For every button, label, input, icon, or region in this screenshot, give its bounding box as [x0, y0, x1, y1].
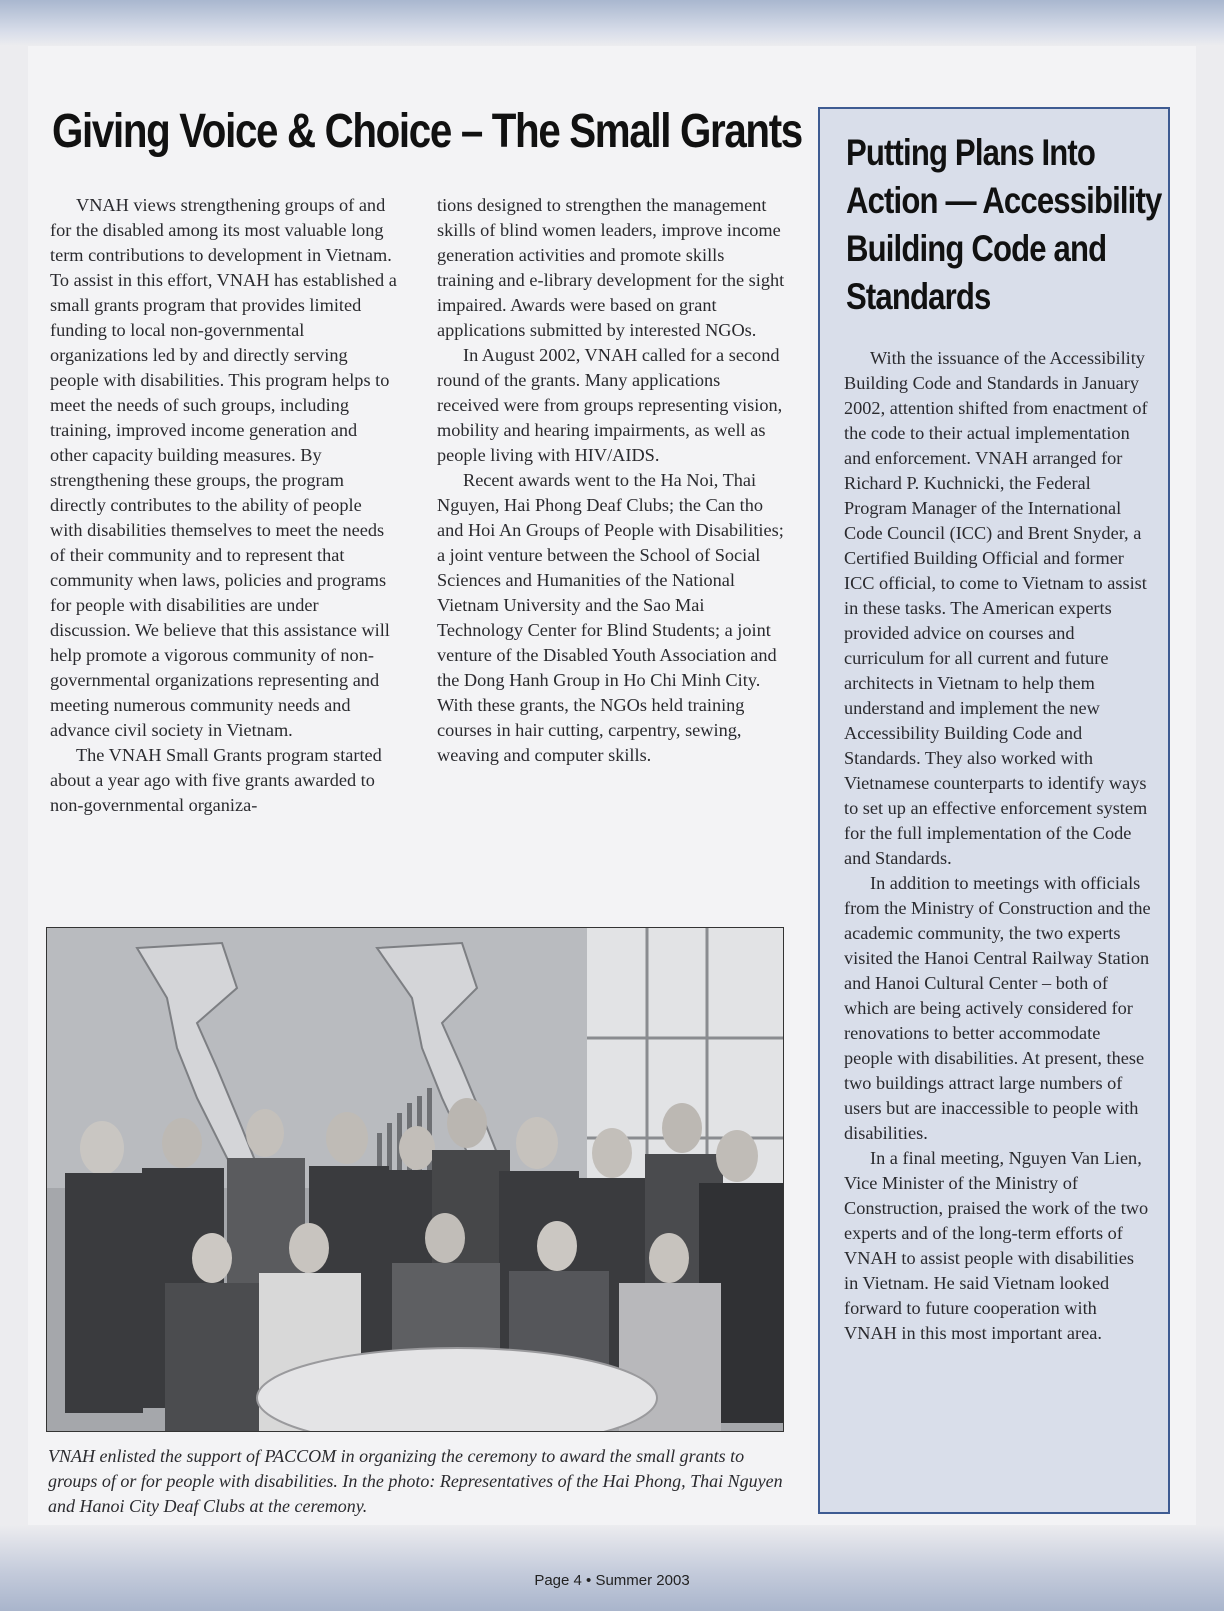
article-paragraph: The VNAH Small Grants program started about a year ago with five grants awarded to non-governmental organiza- [50, 745, 382, 815]
sidebar-paragraph: In a final meeting, Nguyen Van Lien, Vice Minister of the Ministry of Construction, praised the work of the two experts and of the long-term efforts of VNAH to assist people with disabilities in Vietnam. He said Vietnam looked forward to future cooperation with VNAH in this most important area. [844, 1148, 1149, 1343]
article-column-2 [437, 193, 785, 768]
sidebar-paragraph: In addition to meetings with officials from the Ministry of Construction and the academic community, the two experts visited the Hanoi Central Railway Station and Hanoi Cultural Center – both of which are being actively considered for renovations to better accommodate people with disabilities. At present, these two buildings attract large numbers of users but are inaccessible to people with disabilities. [844, 873, 1151, 1143]
article-paragraph: tions designed to strengthen the management skills of blind women leaders, improve income generation activities and promote skills training and e-library development for the sight impaired. Awards were based on grant applications submitted by interested NGOs. [437, 195, 785, 340]
group-photo [46, 927, 784, 1432]
sidebar-paragraph: With the issuance of the Accessibility Building Code and Standards in January 2002, attention shifted from enactment of the code to their actual implementation and enforcement. VNAH arranged for Richard P. Kuchnicki, the Federal Program Manager of the International Code Council (ICC) and Brent Snyder, a Certified Building Official and former ICC official, to come to Vietnam to assist in these tasks. The American experts provided advice on courses and curriculum for all current and future architects in Vietnam to help them understand and implement the new Accessibility Building Code and Standards. They also worked with Vietnamese counterparts to identify ways to set up an effective enforcement system for the full implementation of the Code and Standards. [844, 348, 1148, 868]
article-headline: Giving Voice & Choice – The Small Grants [52, 105, 802, 158]
bottom-band [0, 1525, 1224, 1611]
article-paragraph: In August 2002, VNAH called for a second round of the grants. Many applications received were from groups representing vision, mobility and hearing impairments, as well as people living with HIV/AIDS. [437, 345, 783, 465]
article-column-1 [50, 193, 398, 818]
top-band [0, 0, 1224, 46]
sidebar-body [844, 346, 1152, 1346]
article-paragraph: Recent awards went to the Ha Noi, Thai Nguyen, Hai Phong Deaf Clubs; the Can tho and Hoi An Groups of People with Disabilities; a joint venture between the School of Social Sciences and Humanities of the National Vietnam University and the Sao Mai Technology Center for Blind Students; a joint venture of the Disabled Youth Association and the Dong Hanh Group in Ho Chi Minh City. With these grants, the NGOs held training courses in hair cutting, carpentry, sewing, weaving and computer skills. [437, 470, 784, 765]
sidebar-title: Putting Plans Into Action — Accessibility Building Code and Standards [846, 132, 1162, 317]
sidebar-box [818, 107, 1170, 1514]
article-paragraph: VNAH views strengthening groups of and for the disabled among its most valuable long term contributions to development in Vietnam. To assist in this effort, VNAH has established a small grants program that provides limited funding to local non-governmental organizations led by and directly serving people with disabilities. This program helps to meet the needs of such groups, including training, improved income generation and other capacity building measures. By strengthening these groups, the program directly contributes to the ability of people with disabilities themselves to meet the needs of their community and to represent that community when laws, policies and programs for people with disabilities are under discussion. We believe that this assistance will help promote a vigorous community of non-governmental organizations representing and meeting numerous community needs and advance civil society in Vietnam. [50, 195, 397, 740]
page-footer: Page 4 • Summer 2003 [534, 1572, 690, 1589]
group-photo-image [47, 928, 783, 1431]
photo-caption: VNAH enlisted the support of PACCOM in organizing the ceremony to award the small grants to groups of or for people with disabilities. In the photo: Representatives of the Hai Phong, Thai Nguyen and Hanoi City Deaf Clubs at the ceremony. [48, 1446, 783, 1516]
